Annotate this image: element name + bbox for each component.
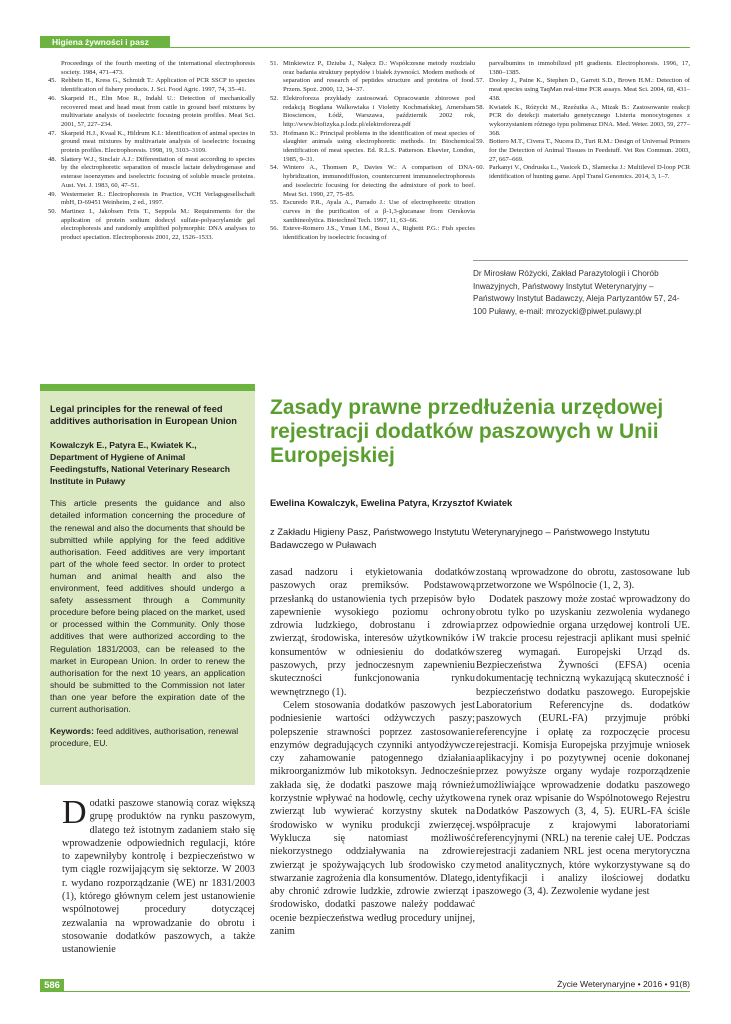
reference-number: 47. <box>48 129 57 137</box>
reference-number: 57. <box>476 77 485 85</box>
reference-entry <box>476 77 690 103</box>
reference-entry <box>48 208 255 243</box>
reference-number: 50. <box>48 207 57 215</box>
reference-number: 48. <box>48 155 57 163</box>
paragraph-text: odatki paszowe stanowią coraz większą grupę produktów na rynku paszowym, dlatego też istotnym zadaniem stało się wprowadzenie odpowiednich regulacji, które to zapewniłyby kontrolę i bezpieczeństwo w tym ciągle rozwijającym się sektorze. W 2003 r. wydano rozporządzanie (WE) nr 1831/2003 (1), którego głównym celem jest ustanowienie wspólnotowej procedury dotyczącej zezwalania na wprowadzanie do obrotu i stosowanie dodatków paszowych, a także ustanowienie <box>62 798 255 956</box>
reference-text: Parkanyi V., Ondruska L., Vasicek D., Slamecka J.: Multilevel D-loop PCR identification of hunting game. Appl Transl Genomics. 2014, 3, 1–7. <box>489 164 690 181</box>
reference-entry <box>48 95 255 130</box>
reference-entry <box>476 104 690 139</box>
reference-number: 56. <box>270 225 279 233</box>
reference-number: 46. <box>48 94 57 102</box>
reference-entry <box>48 60 255 77</box>
reference-number: 49. <box>48 190 57 198</box>
body-paragraph <box>62 794 255 957</box>
reference-text: Skarpeid H., Elin Moe R., Indahl U.: Detection of mechanically recovered meat and head meat from cattle in ground beef mixtures by multivariate analysis of isoelectric focusing protein profiles. Meat Sci. 2001, 57, 227–234. <box>61 94 255 128</box>
reference-text: parvalbumins in immobilized pH gradients. Electrophoresis. 1996, 17, 1380–1385. <box>489 60 690 76</box>
reference-entry <box>270 95 475 130</box>
abstract-title: Legal principles for the renewal of feed additives authorisation in European Union <box>50 404 237 426</box>
abstract-authors: Kowalczyk E., Patyra E., Kwiatek K., Department of Hygiene of Animal Feedingstuffs, National Veterinary Research Institute in Puławy <box>50 440 231 487</box>
reference-entry <box>476 138 690 164</box>
reference-number: 55. <box>270 199 279 207</box>
abstract-keywords <box>50 725 245 749</box>
journal-citation: Życie Weterynaryjne • 2016 • 91(8) <box>557 979 690 989</box>
drop-cap: D <box>62 794 87 831</box>
references-column-3 <box>476 60 690 182</box>
reference-entry <box>270 130 475 165</box>
reference-number: 54. <box>270 164 279 172</box>
reference-text: Elektroforeza przykłady zastosowań. Opracowanie zbiorowe pod redakcją Bogdana Walkowiaka i Violetty Kochmańskiej, Amersham Biosciences, Łódź, Warszawa, październik 2002 rok, http://www.biofizyka.p.lodz.pl/elektroforeza.pdf <box>283 94 475 128</box>
reference-entry <box>48 191 255 208</box>
body-column-3 <box>476 566 690 898</box>
abstract-text: This article presents the guidance and also detailed information concerning the procedure of the renewal and also the documents that should be submitted while applying for the feed additive authorisation. Feed additives are very important part of the whole feed sector. In order to protect human and animal health and also the environment, feed additives should undergo a safety assessment through a Community procedure before being placed on the market, used or processed within the Community. Only those additives that were authorized according to the Regulation 1831/2003, can be released to the market in European Union. In order to renew the authorisation for the next 10 years, an application should be submitted to the Commission not later than one year before the expiration date of the current authorisation. <box>50 498 245 714</box>
body-column-2 <box>270 566 475 938</box>
footer-rule <box>64 991 690 992</box>
reference-number: 58. <box>476 103 485 111</box>
correspondence-address: Dr Mirosław Różycki, Zakład Parazytologii i Chorób Inwazyjnych, Państwowy Instytut Weterynaryjny – Państwowy Instytut Badawczy, Aleja Partyzantów 57, 24-100 Puławy, e-mail: mrozycki@piwet.pulawy.pl <box>473 260 688 318</box>
reference-number: 45. <box>48 77 57 85</box>
reference-number: 52. <box>270 94 279 102</box>
reference-text: Minkiewicz P., Dziuba J., Nałęcz D.: Współczesne metody rozdziału oraz badania struktury peptydów i białek żywności. Modern methods of separation and research of peptides structure and proteins of food. Przem. Spoż. 2000, 12, 34–37. <box>283 60 475 94</box>
reference-text: Bottero M.T., Civera T., Nucera D., Turi R.M.: Design of Universal Primers for the Detection of Animal Tissues in Feedstuff. Vet Res Commun. 2003, 27, 667–669. <box>489 138 690 163</box>
reference-number: 51. <box>270 60 279 67</box>
reference-entry <box>48 130 255 156</box>
page-number: 586 <box>40 979 64 992</box>
reference-number: 60. <box>476 164 485 172</box>
reference-text: Martinez I., Jakobsen Friis T., Seppola M.: Requirements for the application of protein sodium dodecyl sulfate-polyacrylamide gel electrophoresis and randomly amplified polymorphic DNA analyses to product speciation. Electrophoresis 2001, 22, 1526–1533. <box>61 207 255 242</box>
reference-entry <box>270 225 475 242</box>
reference-text: Esteve-Romero J.S., Yman I.M., Bossi A., Righetti P.G.: Fish species identification by isoelectric focusing of <box>283 225 475 242</box>
section-header: Higiena żywności i pasz <box>40 36 170 48</box>
reference-text: Dooley J., Paine K., Stephen D., Garrett S.D., Brown H.M.: Detection of meat species using TaqMan real-time PCR assays. Meat Sci. 2004, 68, 431–438. <box>489 77 690 102</box>
reference-text: Skarpeid H.J., Kvaal K., Hildrum K.I.: Identification of animal species in ground meat mixtures by multivariate analysis of isoelectric focusing protein profiles. Electrophoresis. 1998, 19, 3103–3109. <box>61 129 255 155</box>
keywords-value: feed additives, authorisation, renewal procedure, EU. <box>50 726 239 749</box>
reference-text: Proceedings of the fourth meeting of the international electrophoresis society. 1984, 471–473. <box>61 60 255 76</box>
body-column-1 <box>62 794 255 957</box>
reference-text: Wintero A., Thomsen P., Davies W.: A comparison of DNA-hybridization, immunodiffusion, countercurrent immunoelectrophoresis and isoelectric focusing for detecting the admixture of pork to beef. Meat Sci. 1990, 27, 75–85. <box>283 164 475 198</box>
reference-text: Slattery W.J., Sinclair A.J.: Differentiation of meat according to species by the electrophoretic separation of muscle lactate dehydrogenase and esterase isoenzymes and isoelectric focusing of soluble muscle proteins. Aust. Vet. J. 1983, 60, 47–51. <box>61 155 255 189</box>
body-paragraph: Dodatek paszowy może zostać wprowadzony do obrotu tylko po uzyskaniu zezwolenia wydanego przez odpowiednie organa urzędowej kontroli UE. W trakcie procesu rejestracji aplikant musi spełnić szereg wymagań. Europejski Urząd ds. Bezpieczeństwa Żywności (EFSA) ocenia dokumentację techniczną wykazującą skuteczność i bezpieczeństwo dodatku paszowego. Europejskie Laboratorium Referencyjne ds. dodatków paszowych (EURL-FA) przyjmuje próbki referencyjne i opłatę za rozpoczęcie procesu rejestracji. Komisja Europejska przyjmuje wniosek aplikacyjny i po pozytywnej ocenie dokonanej przez powyższe organy wydaje rozporządzenie umożliwiające wprowadzenie dodatku paszowego na rynek oraz wpisanie do Wspólnotowego Rejestru Dodatków Paszowych (3, 4, 5). EURL-FA ściśle współpracuje z krajowymi laboratoriami referencyjnymi (NRL) na terenie całej UE. Podczas rejestracji zadaniem NRL jest ocena merytoryczna metod analitycznych, które wykorzystywane są do identyfikacji i analizy ilościowej dodatku paszowego (3, 4). Zezwolenie wydane jest <box>476 593 690 898</box>
reference-entry <box>476 164 690 181</box>
body-paragraph: Celem stosowania dodatków paszowych jest podniesienie wartości odżywczych paszy; polepszenie strawności poprzez zastosowanie enzymów degradujących czynniki antyodżywcze czy zahamowanie patogennego działania mikroorganizmów lub mikotoksyn. Jednocześnie zakłada się, że dodatki paszowe mają również korzystnie wpływać na hodowlę, cechy użytkowe zwierząt lub wywierać korzystny skutek na środowisko w wyniku produkcji zwierzęcej. Wyklucza się natomiast możliwość niekorzystnego oddziaływania na zdrowie zwierząt je spożywających lub środowisko czy stwarzanie zagrożenia dla konsumentów. Dlatego, aby chronić zdrowie ludzkie, zdrowie zwierząt i środowisko, dodatki paszowe należy poddawać ocenie bezpieczeństwa według procedury unijnej, zanim <box>270 699 475 938</box>
reference-text: Hofmann K.: Principal problems in the identification of meat species of slaughter animals using electrophoretic methods. In: Biochemical identification of meat species. Ed. R.L.S. Patterson. Elsevier, London, 1985, 9–31. <box>283 129 475 163</box>
reference-number: 53. <box>270 129 279 137</box>
reference-number: 59. <box>476 138 485 146</box>
reference-entry <box>476 60 690 77</box>
article-affiliation: z Zakładu Higieny Pasz, Państwowego Instytutu Weterynaryjnego – Państwowego Instytutu Badawczego w Puławach <box>270 526 650 550</box>
header-rule <box>170 47 690 48</box>
references-column-1 <box>48 60 255 243</box>
reference-text: Westermeier R.: Electrophoresis in Practice, VCH Verlagsgesellschaft mbH, D-69451 Weinheim, 2 ed., 1997. <box>61 190 255 207</box>
body-paragraph: zasad nadzoru i etykietowania dodatków paszowych oraz premiksów. Podstawową przesłanką do ustanowienia tych przepisów było zapewnienie wysokiego poziomu ochrony zdrowia ludzkiego, dobrostanu i zdrowia zwierząt, środowiska, interesów użytkowników i konsumentów w odniesieniu do dodatków paszowych, przy jednoczesnym zapewnieniu skuteczności funkcjonowania rynku wewnętrznego (1). <box>270 567 475 698</box>
article-authors: Ewelina Kowalczyk, Ewelina Patyra, Krzysztof Kwiatek <box>270 497 513 508</box>
reference-entry <box>270 199 475 225</box>
reference-number <box>476 60 489 77</box>
reference-text: Escuredo P.R., Ayala A., Parrado J.: Use of electrophoretic titration curves in the purification of a β-1,3-glucanase from Oerskovia xanthineolytica. Biotechnol Tech. 1997, 11, 63–66. <box>283 199 475 224</box>
reference-entry <box>270 60 475 95</box>
reference-text: Kwiatek K., Różycki M., Rzeźutka A., Mizak B.: Zastosowanie reakcji PCR do detekcji materiału genetycznego Listeria monocytogenes z wykorzystaniem różnego typu polimeraz DNA. Med. Weter. 2003, 59, 277–368. <box>489 103 690 137</box>
reference-entry <box>48 77 255 94</box>
article-title: Zasady prawne przedłużenia urzędowej rejestracji dodatków paszowych w Unii Europejskiej <box>270 396 664 467</box>
reference-entry <box>48 156 255 191</box>
english-abstract-box <box>40 384 255 785</box>
reference-text: Rehbein H., Kress G., Schmidt T.: Application of PCR SSCP to species identification of fishery products. J. Sci. Food Agric. 1997, 74, 35–41. <box>61 77 255 94</box>
reference-number <box>48 60 61 77</box>
reference-entry <box>270 164 475 199</box>
references-column-2 <box>270 60 475 243</box>
keywords-label: Keywords: <box>50 726 94 737</box>
body-paragraph: zostaną wprowadzone do obrotu, zastosowane lub przetworzone we Wspólnocie (1, 2, 3). <box>476 567 690 592</box>
